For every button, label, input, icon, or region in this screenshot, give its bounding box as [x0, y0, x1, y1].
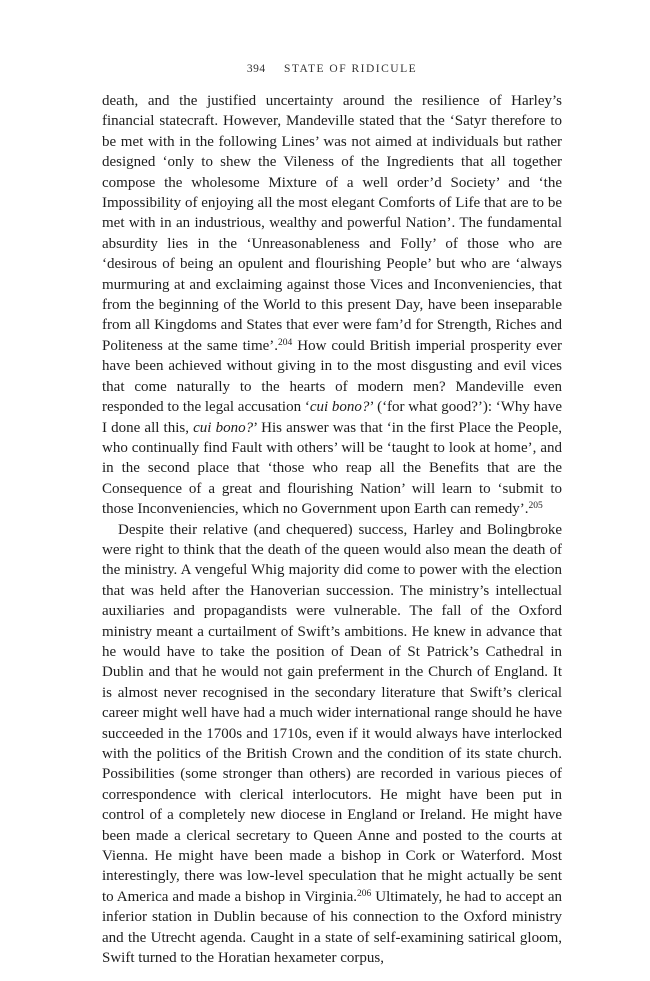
footnote-ref: 206 — [357, 888, 372, 899]
page-number: 394 — [246, 63, 266, 75]
italic-text: cui bono? — [193, 419, 254, 436]
footnote-ref: 205 — [528, 500, 543, 511]
paragraph — [102, 91, 562, 520]
running-head — [102, 63, 562, 75]
paragraph — [102, 520, 562, 969]
footnote-ref: 204 — [278, 337, 293, 348]
italic-text: cui bono? — [309, 399, 370, 416]
running-title: STATE OF RIDICULE — [283, 63, 418, 75]
text-run: death, and the justified uncertainty around the resilience of Harley’s financial statecraft. However, Mandeville stated that the ‘Satyr therefore to be met with in the following Lines’ was not aimed at individuals but rather designed ‘only to shew the Vileness of the Ingredients that all together compose the wholesome Mixture of a well order’d Society’ and ‘the Impossibility of enjoying all the most elegant Comforts of Life that are to be met with in an industrious, wealthy and powerful Nation’. The fundamental absurdity lies in the ‘Unreasonableness and Folly’ of those who are ‘desirous of being an opulent and flourishing People’ but who are ‘always murmuring at and exclaiming against those Vices and Inconveniencies, that from the beginning of the World to this present Day, have been inseparable from all Kingdoms and States that ever were fam’d for Strength, Riches and Politeness at the same time’. — [102, 93, 562, 354]
text-run: ’ (‘for what good?’): ‘Why have I done all this, — [102, 399, 562, 436]
text-run: Despite their relative (and chequered) success, Harley and Bolingbroke were right to think that the death of the queen would also mean the death of the ministry. A vengeful Whig majority did come to power with the election that was held after the Hanoverian succession. The ministry’s intellectual auxiliaries and propagandists were vulnerable. The fall of the Oxford ministry meant a curtailment of Swift’s ambitions. He knew in advance that he would have to take the position of Dean of St Patrick’s Cathedral in Dublin and that he would not gain preferment in the Church of England. It is almost never recognised in the secondary literature that Swift’s clerical career might well have had a much wider international range should he have succeeded in the 1700s and 1710s, even if it would always have interlocked with the politics of the British Crown and the condition of its state church. Possibilities (some stronger than others) are recorded in various pieces of correspondence with clerical interlocutors. He might have been put in control of a completely new diocese in England or Ireland. He might have been made a clerical secretary to Queen Anne and posted to the courts at Vienna. He might have been made a bishop in Cork or Waterford. Most interestingly, there was low-level speculation that he might actually be sent to America and made a bishop in Virginia. — [102, 521, 562, 905]
body-text — [102, 91, 562, 968]
text-run: Ultimately, he had to accept an inferior station in Dublin because of his connection to the Oxford ministry and the Utrecht agenda. Caught in a state of self-examining satirical gloom, Swift turned to the Horatian hexameter corpus, — [102, 888, 562, 967]
text-run: How could British imperial prosperity ever have been achieved without giving in to the most disgusting and evil vices that come naturally to the hearts of modern men? Mandeville even responded to the legal accusation ‘ — [102, 337, 562, 416]
text-run: ’ His answer was that ‘in the first Place the People, who continually find Fault with others’ will be ‘taught to look at home’, and in the second place that ‘those who reap all the Benefits that are the Consequence of a great and flourishing Nation’ will learn to ‘submit to those Inconveniencies, which no Government upon Earth can remedy’. — [102, 419, 563, 518]
